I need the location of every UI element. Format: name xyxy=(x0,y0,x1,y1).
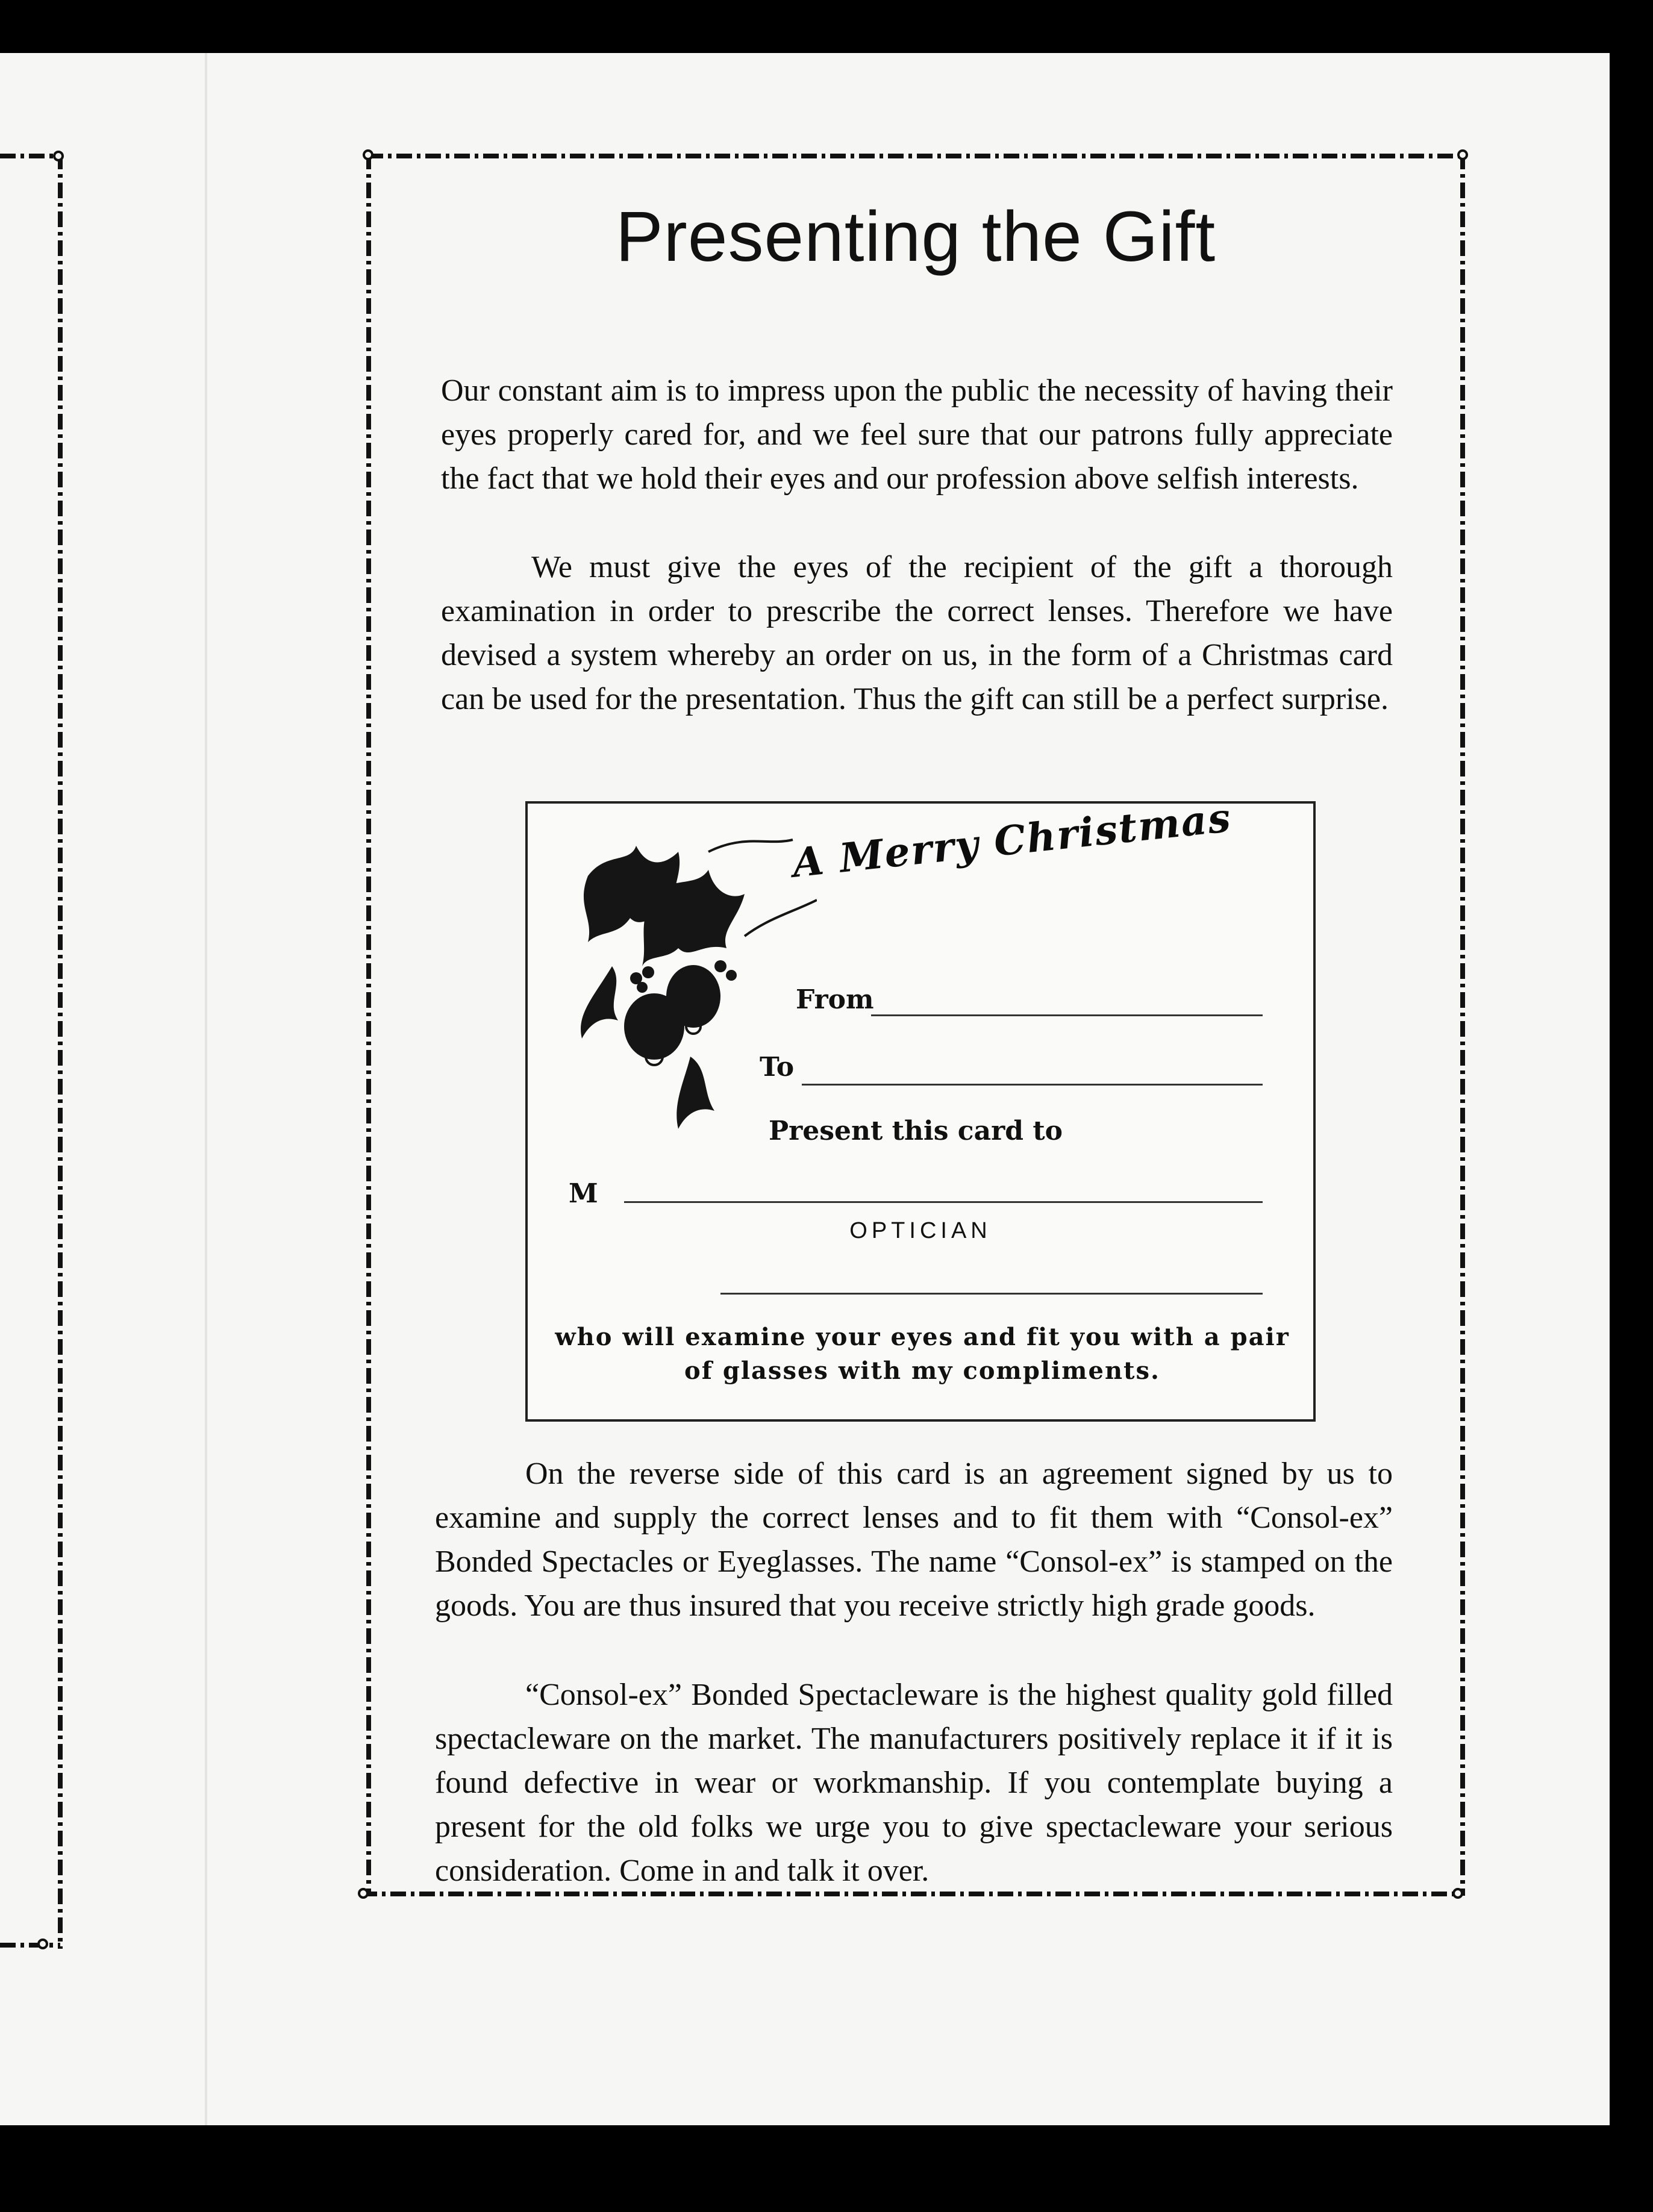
optician-name-line xyxy=(624,1201,1263,1203)
from-line xyxy=(871,1014,1263,1016)
corner-ornament xyxy=(1452,1888,1463,1899)
corner-ornament xyxy=(37,1939,48,1949)
left-panel-border-right xyxy=(58,154,63,1949)
page-title: Presenting the Gift xyxy=(615,197,1216,276)
to-line xyxy=(802,1084,1263,1086)
border-right xyxy=(1460,154,1465,1896)
left-panel-border-bottom xyxy=(0,1943,60,1948)
paragraph-examination: We must give the eyes of the recipient of the gift a thorough examination in order to prescribe the correct lenses. Therefore we have devised a system whereby an order on us, in the form of a Christmas card can be used for the presentation. Thus the gift can still be a perfect surprise. xyxy=(441,550,1393,716)
holly-bells-icon xyxy=(564,828,817,1129)
corner-ornament xyxy=(363,149,373,160)
address-line xyxy=(720,1293,1263,1295)
page-fold xyxy=(205,53,207,2125)
left-panel-border-top xyxy=(0,154,60,158)
paragraph-agreement: On the reverse side of this card is an agreement signed by us to examine and supply the correct lenses and to fit them with “Consol-ex” Bonded Spectacles or Eyeglasses. The name “Consol-ex” is stamped on the goods. You are thus insured that you receive strictly high grade goods. xyxy=(435,1457,1393,1623)
corner-ornament xyxy=(1457,149,1468,160)
christmas-card xyxy=(525,793,1316,1422)
to-label: To xyxy=(760,1052,795,1083)
merry-christmas-greeting: A Merry Christmas xyxy=(790,793,1234,887)
present-card-label: Present this card to xyxy=(769,1116,1063,1146)
corner-ornament xyxy=(358,1888,369,1899)
paragraph-spectacleware: “Consol-ex” Bonded Spectacleware is the highest quality gold filled spectacleware on the market. The manufacturers positively replace it if it is found defective in wear or workmanship. If you contemplate buying a present for the old folks we urge you to give spectacleware your serious consideration. Come in and talk it over. xyxy=(435,1678,1393,1888)
mr-label: M xyxy=(569,1178,598,1209)
corner-ornament xyxy=(53,151,64,161)
border-top xyxy=(367,154,1465,158)
border-left xyxy=(366,154,371,1896)
from-label: From xyxy=(796,984,874,1015)
card-closing-text: who will examine your eyes and fit you with a pair of glasses with my compliments. xyxy=(555,1323,1290,1385)
optician-label: OPTICIAN xyxy=(849,1218,992,1243)
paragraph-intro: Our constant aim is to impress upon the public the necessity of having their eyes properly cared for, and we feel sure that our patrons fully appreciate the fact that we hold their eyes and our profession above selfish interests. xyxy=(441,373,1393,496)
